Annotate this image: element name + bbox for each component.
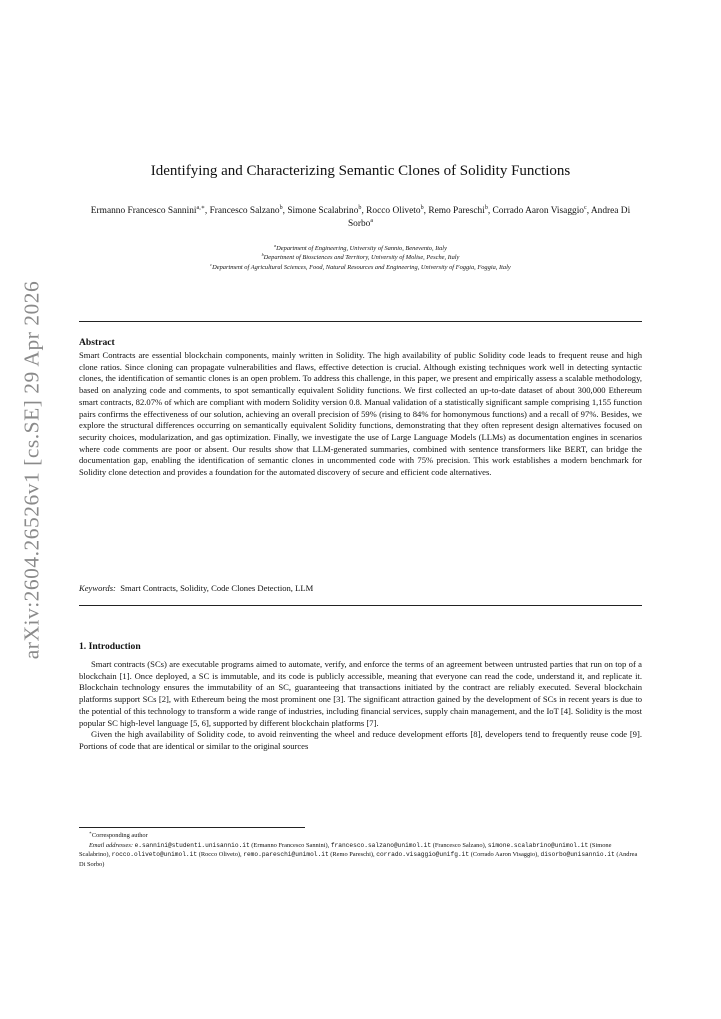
author: Andrea Di Sorbo$^a$ [347,206,631,229]
email-link[interactable]: corrado.visaggio@unifg.it [376,851,470,859]
keywords-text: Smart Contracts, Solidity, Code Clones Detection, LLM [120,583,314,593]
email-link[interactable]: e.sannini@studenti.unisannio.it [134,841,250,849]
affiliations [79,244,642,272]
affiliation: $^c$Department of Agricultural Sciences, Food, Natural Resources and Engineering, University of Foggia, Foggia, Italy [210,261,511,271]
author: Simone Scalabrino$^b$, [287,204,367,216]
arxiv-id: arXiv:2604.26526v1 [cs.SE] 29 Apr 2026 [19,280,44,660]
email-link[interactable]: francesco.salzano@unimol.it [330,841,432,849]
email-addresses: Email addresses: e.sannini@studenti.unisannio.it (Ermanno Francesco Sannini), francesco.salzano@unimol.it (Francesco Salzano), simone.scalabrino@unimol.it (Simone Scalabrino), rocco.oliveto@unimol.it (Rocco Oliveto), remo.pareschi@unimol.it (Remo Pareschi), corrado.visaggio@unifg.it (Corrado Aaron Visaggio), disorbo@unisannio.it (Andrea Di Sorbo) [79,841,638,868]
author: Ermanno Francesco Sannini$^{a,∗}$, [90,204,210,216]
email-link[interactable]: disorbo@unisannio.it [540,851,615,859]
keywords [79,583,642,593]
abstract-heading: Abstract [79,337,115,348]
footnote-rule [79,827,305,828]
introduction-body [79,659,642,753]
affiliation: $^a$Department of Engineering, University of Sannio, Benevento, Italy [274,242,447,252]
paper-title: Identifying and Characterizing Semantic Clones of Solidity Functions [150,163,571,179]
author-list [79,205,642,231]
paragraph: Smart contracts (SCs) are executable programs aimed to automate, verify, and enforce the terms of an agreement between untrusted parties that run on top of a blockchain [1]. Once deployed, a SC is immutable, and its code is publicly accessible, meaning that everyone can read the code, understand it, and replicate it. Blockchain technology ensures the immutability of an SC, guaranteeing that transactions initiated by the contract are reliably executed. Several blockchain platforms support SCs [2], with Ethereum being the most prominent one [3]. The significant attraction gained by the development of SCs in recent years is due to the potential of this technology to transform a wide range of industries, including financial services, supply chain management, and the IoT [4]. Solidity is the most popular SC high-level language [5, 6], supported by different blockchain platforms [7]. [79,659,642,728]
affiliation: $^b$Department of Biosciences and Territory, University of Molise, Pesche, Italy [261,252,460,262]
email-link[interactable]: simone.scalabrino@unimol.it [487,841,589,849]
author: Rocco Oliveto$^b$, [366,204,429,216]
abstract-bottom-rule [79,605,642,606]
email-link[interactable]: rocco.oliveto@unimol.it [111,851,198,859]
arxiv-watermark [12,270,52,670]
author: Remo Pareschi$^b$, [428,204,493,216]
abstract-text: Smart Contracts are essential blockchain components, mainly written in Solidity. The high availability of public Solidity code leads to frequent reuse and high clone ratios. Since cloning can propagate vulnerabilities and flaws, effective detection is crucial. Although existing techniques work well in detecting syntactic clones, the identification of semantic clones is an open problem. To address this challenge, in this paper, we present and empirically assess a scalable methodology, based on analyzing code and comments, to spot semantically equivalent Solidity functions. We first collected an up-to-date dataset of about 300,000 Ethereum smart contracts, 82.07% of which are compliant with modern Solidity version 0.8. Manual validation of a statistically significant sample comprising 1,155 function pairs confirms the effectiveness of our solution, achieving an overall precision of 59% (rising to 84% for homonymous functions) and a recall of 97%. Besides, we explore the structural differences occurring on semantically equivalent Solidity functions, demonstrating that they often represent design alternatives focused on security choices, modularization, and gas optimization. Finally, we investigate the use of Large Language Models (LLMs) as documentation engines in scenarios where code comments are poor or absent. Our results show that LLM-generated summaries, combined with sentence transformers like BERT, can bridge the documentation gap, enabling the identification of semantic clones in uncommented code with 75% precision. This work establishes a modern benchmark for Solidity clone detection and provides a foundation for the automated discovery of secure and efficient code alternatives. [79,350,642,478]
author: Francesco Salzano$^b$, [209,204,288,216]
keywords-label: Keywords: [79,583,116,593]
footnotes [79,831,642,869]
email-link[interactable]: remo.pareschi@unimol.it [243,851,329,859]
corresponding-author-note: ∗Corresponding author [89,829,148,839]
abstract-top-rule [79,321,642,322]
paragraph: Given the high availability of Solidity code, to avoid reinventing the wheel and reduce development efforts [8], developers tend to frequently reuse code [9]. Portions of code that are identical or similar to the original sources [79,729,642,751]
introduction-heading: 1. Introduction [79,641,141,652]
author: Corrado Aaron Visaggio$^c$, [492,204,591,216]
